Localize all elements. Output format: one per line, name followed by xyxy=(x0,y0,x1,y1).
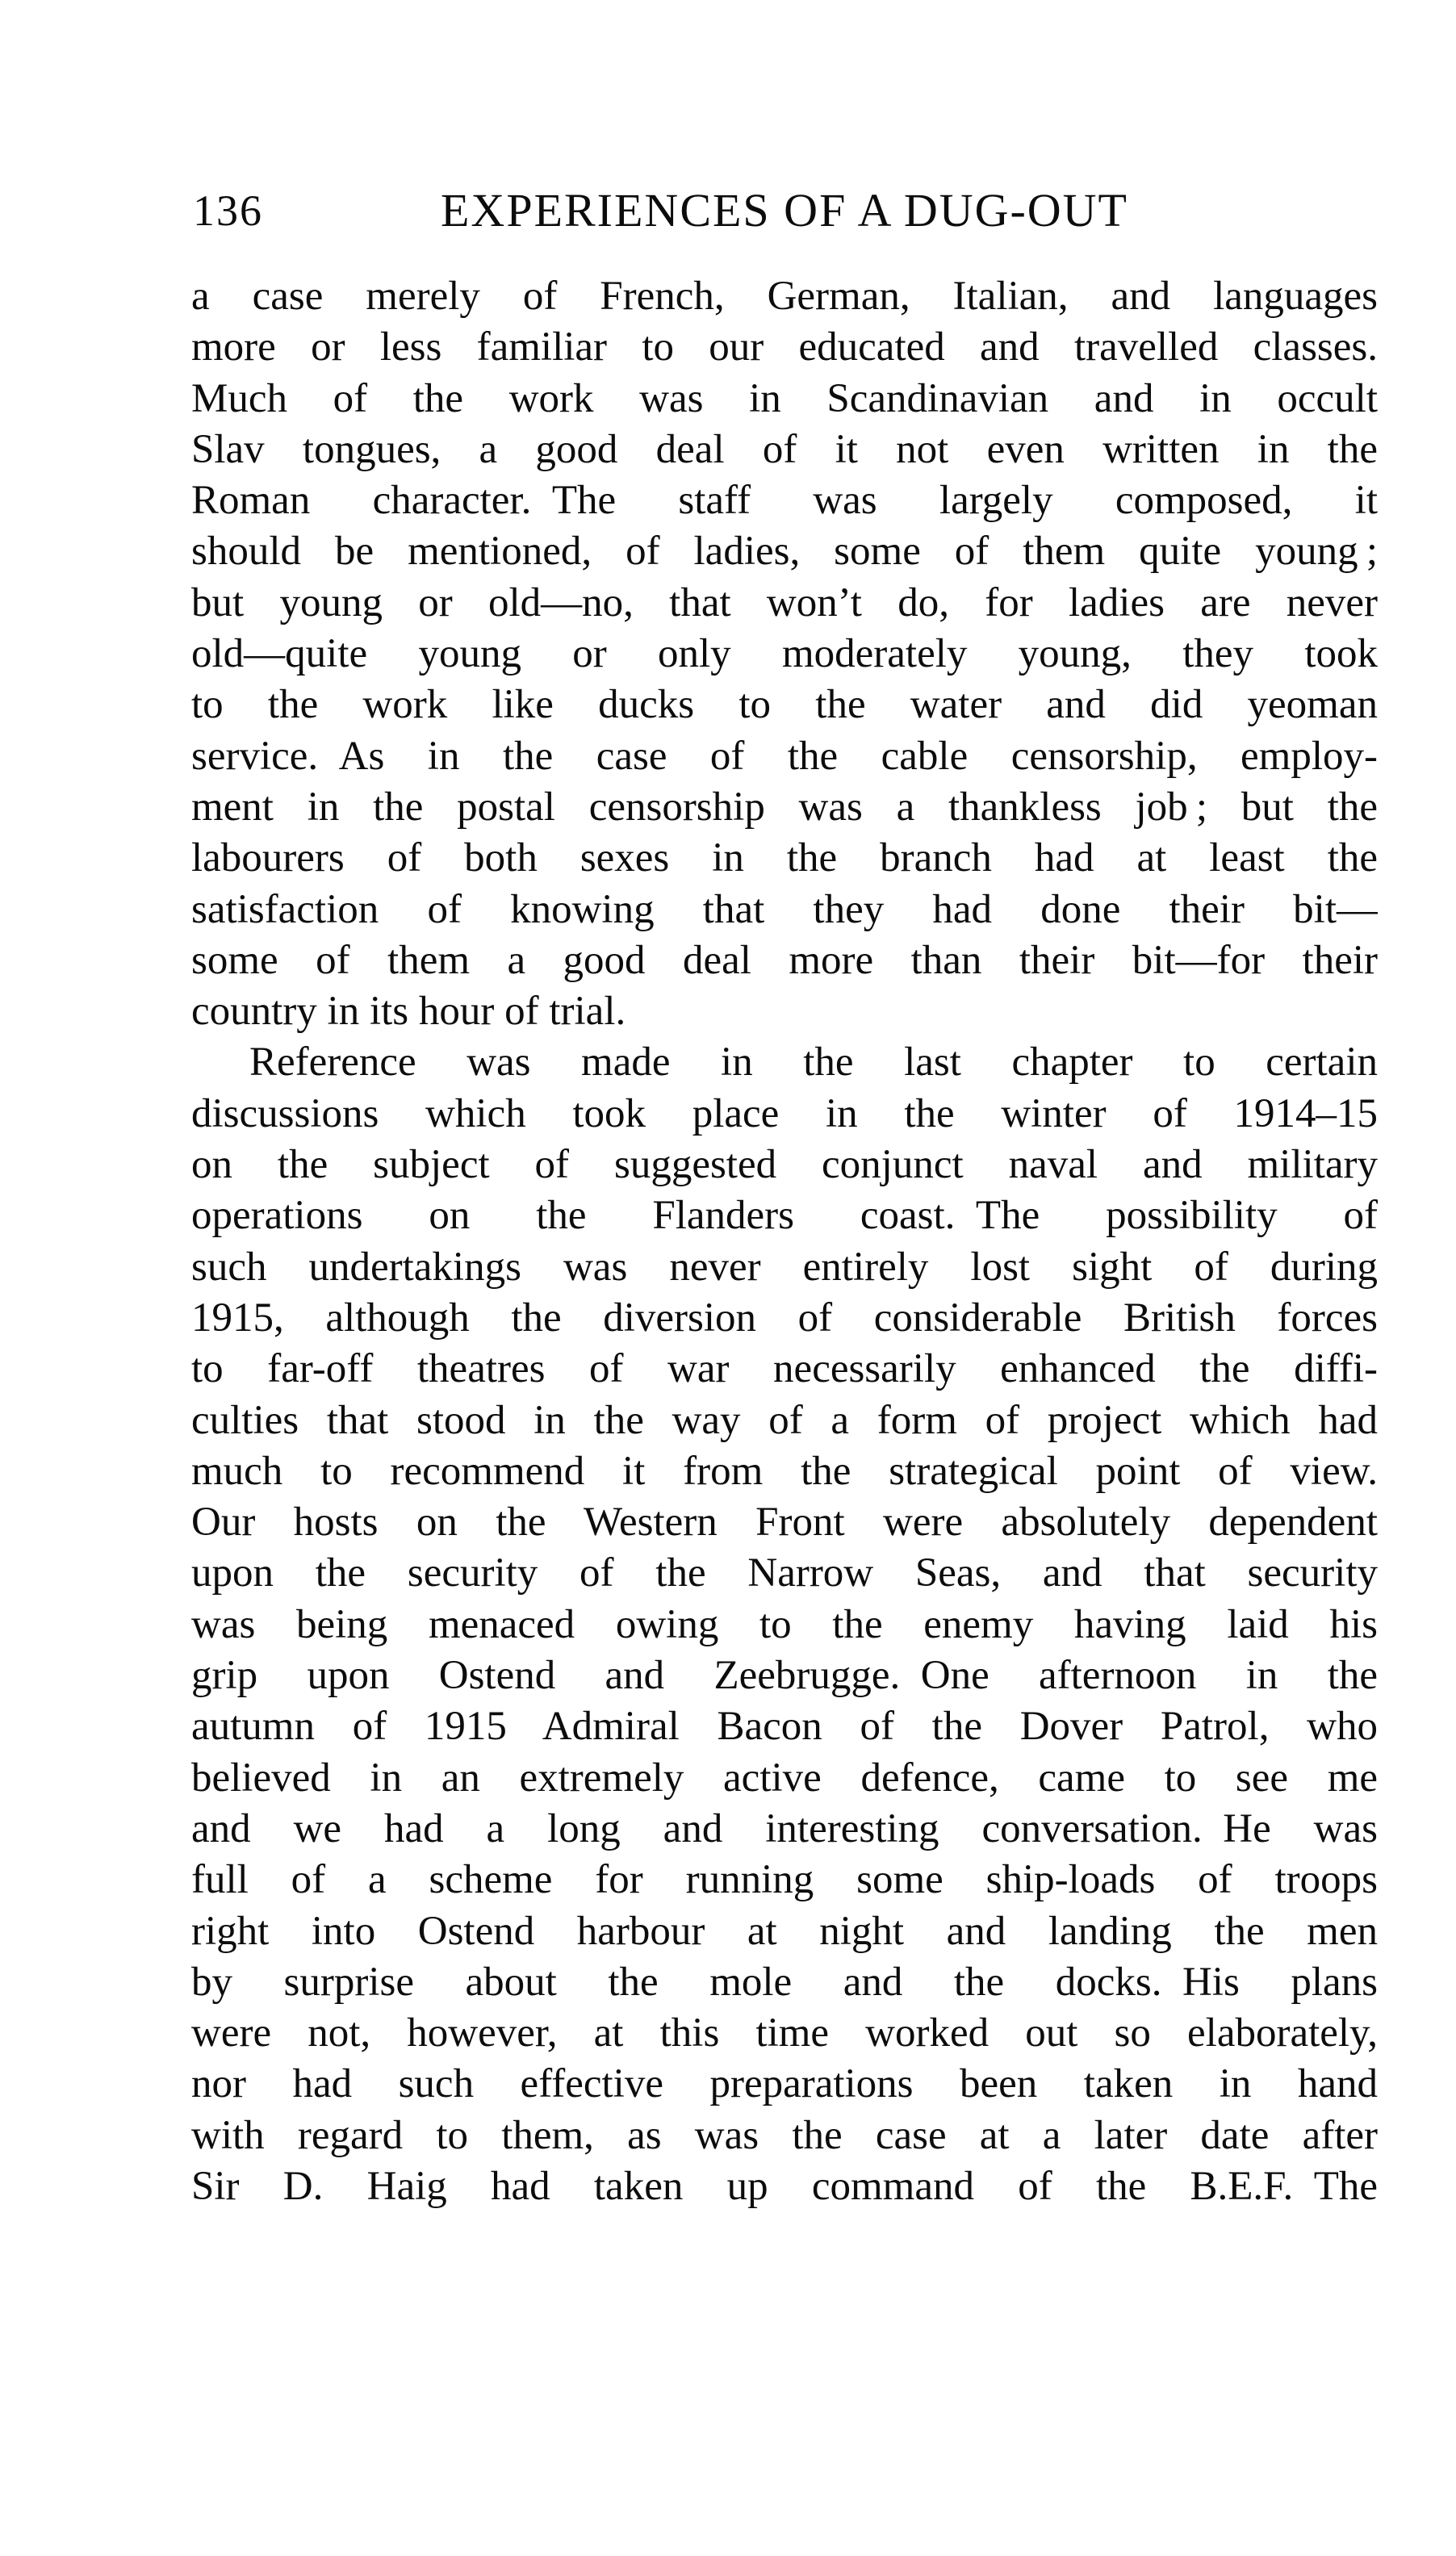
text-line: on the subject of suggested conjunct naval and military xyxy=(191,1142,1378,1188)
text-line: Our hosts on the Western Front were absolutely dependent xyxy=(191,1500,1378,1546)
text-line: Much of the work was in Scandinavian and in occult xyxy=(191,375,1378,421)
text-line: autumn of 1915 Admiral Bacon of the Dover Patrol, who xyxy=(191,1704,1378,1750)
text-line: much to recommend it from the strategical point of view. xyxy=(191,1448,1378,1494)
text-line: grip upon Ostend and Zeebrugge. One afternoon in the xyxy=(191,1653,1378,1699)
text-line: nor had such effective preparations been taken in hand xyxy=(191,2061,1378,2107)
text-line: to the work like ducks to the water and did yeoman xyxy=(191,682,1378,728)
text-line: Reference was made in the last chapter to certain xyxy=(249,1040,1378,1086)
text-line: by surprise about the mole and the docks. His plans xyxy=(191,1959,1378,2005)
text-line: Roman character. The staff was largely composed, it xyxy=(191,478,1378,524)
text-line: labourers of both sexes in the branch had at least the xyxy=(191,835,1378,881)
running-title: EXPERIENCES OF A DUG-OUT xyxy=(441,184,1128,236)
text-line: 1915, although the diversion of considerable British forces xyxy=(191,1295,1378,1341)
page-number: 136 xyxy=(193,186,263,235)
text-line: culties that stood in the way of a form of project which had xyxy=(191,1397,1378,1443)
body-text xyxy=(191,271,1378,2212)
text-line: some of them a good deal more than their bit—for their xyxy=(191,937,1378,983)
text-line: a case merely of French, German, Italian, and languages xyxy=(191,274,1378,319)
text-line: was being menaced owing to the enemy having laid his xyxy=(191,1601,1378,1647)
text-line: such undertakings was never entirely lost sight of during xyxy=(191,1244,1378,1290)
text-line: right into Ostend harbour at night and landing the men xyxy=(191,1908,1378,1954)
text-line: Sir D. Haig had taken up command of the B.E.F. The xyxy=(191,2163,1378,2209)
text-line: country in its hour of trial. xyxy=(191,989,626,1035)
page-header xyxy=(191,184,1378,236)
text-line: operations on the Flanders coast. The possibility of xyxy=(191,1193,1378,1239)
text-line: full of a scheme for running some ship-loads of troops xyxy=(191,1857,1378,1903)
text-line: ment in the postal censorship was a thankless job ; but the xyxy=(191,784,1378,830)
text-line: to far-off theatres of war necessarily enhanced the diffi- xyxy=(191,1346,1378,1392)
text-line: with regard to them, as was the case at a later date after xyxy=(191,2112,1378,2158)
text-line: old—quite young or only moderately young, they took xyxy=(191,631,1378,677)
text-line: believed in an extremely active defence, came to see me xyxy=(191,1755,1378,1801)
text-line: were not, however, at this time worked out so elaborately, xyxy=(191,2010,1378,2056)
text-line: satisfaction of knowing that they had done their bit— xyxy=(191,886,1378,932)
text-line: but young or old—no, that won’t do, for ladies are never xyxy=(191,579,1378,625)
text-line: discussions which took place in the winter of 1914–15 xyxy=(191,1090,1378,1136)
text-line: and we had a long and interesting conversation. He was xyxy=(191,1805,1378,1851)
text-line: should be mentioned, of ladies, some of them quite young ; xyxy=(191,529,1378,575)
text-line: more or less familiar to our educated and travelled classes. xyxy=(191,324,1378,370)
text-line: upon the security of the Narrow Seas, and that security xyxy=(191,1550,1378,1596)
text-line: Slav tongues, a good deal of it not even written in the xyxy=(191,426,1378,472)
text-line: service. As in the case of the cable censorship, employ- xyxy=(191,733,1378,779)
